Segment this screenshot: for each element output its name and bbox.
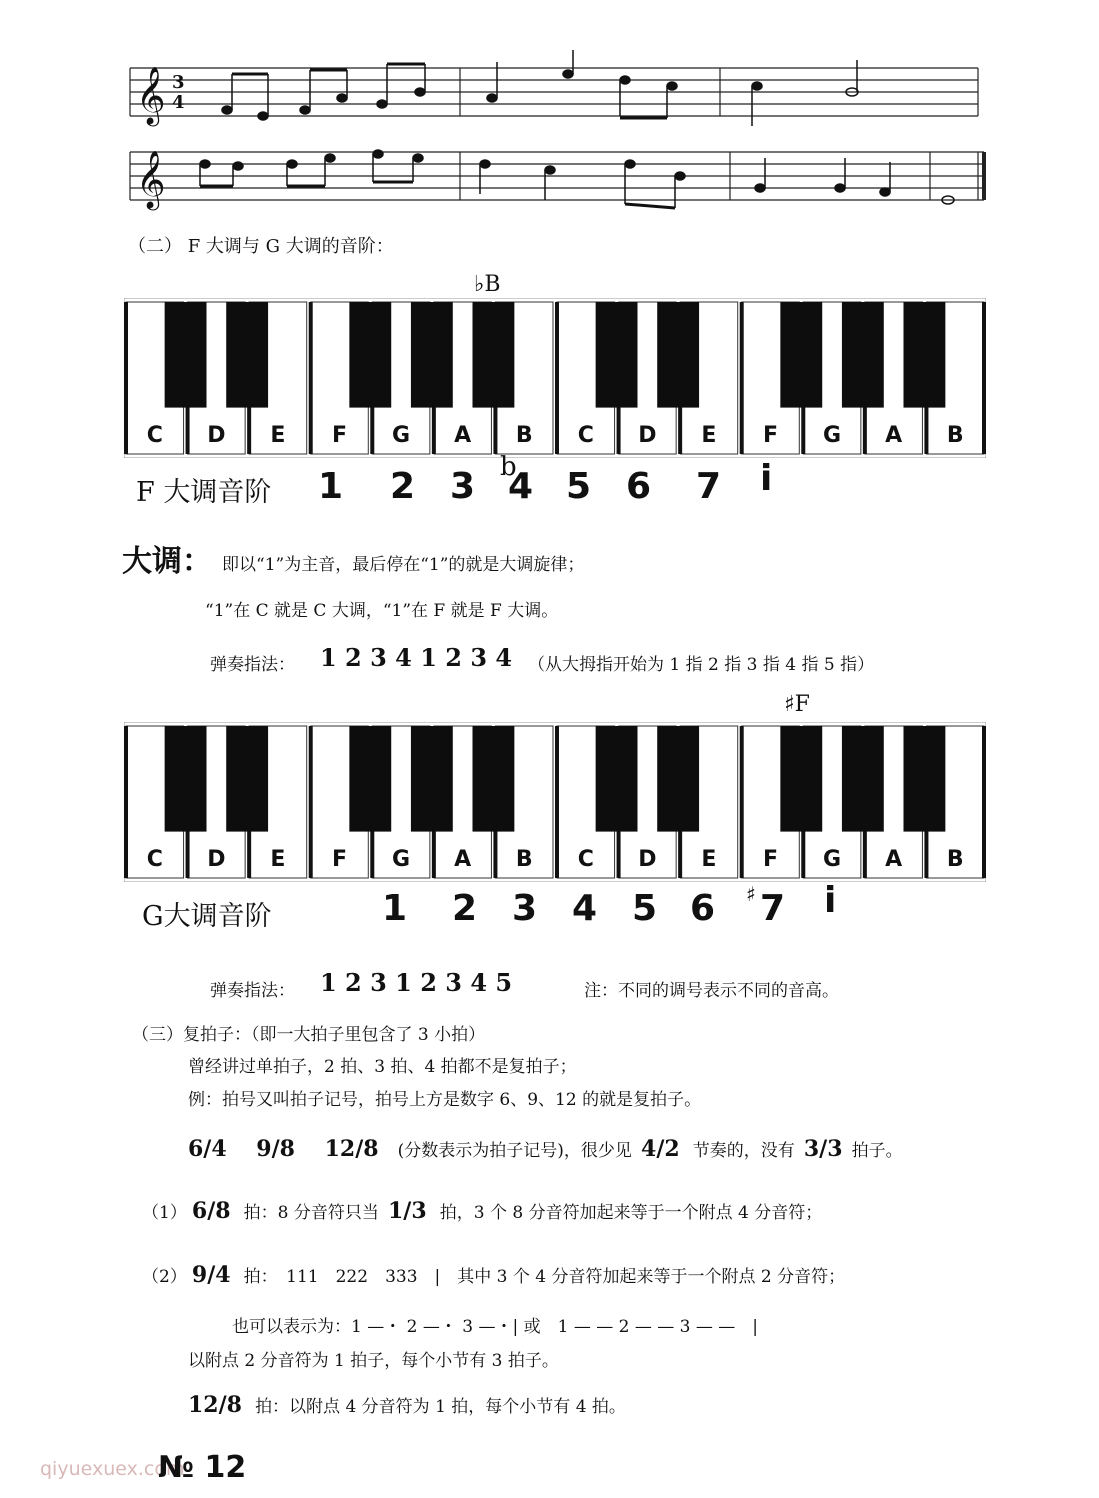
black-key — [411, 726, 453, 832]
f-flat-mark: b — [500, 452, 517, 482]
item1-text1: 拍：8 分音符只当 — [243, 1203, 379, 1223]
f-degree-3: 3 — [450, 466, 476, 507]
item2-row — [142, 1262, 845, 1288]
item1-prefix: （1） — [142, 1203, 187, 1223]
black-key — [842, 726, 884, 832]
g-degree-6: 6 — [690, 888, 716, 929]
g-major-sharp-f-label: ♯F — [784, 692, 810, 717]
item3-row — [188, 1392, 626, 1418]
page-number: № 12 — [158, 1450, 247, 1485]
key-name-label: C — [577, 423, 594, 448]
key-name-label: A — [885, 847, 903, 872]
f-major-scale-title: F 大调音阶 — [136, 477, 272, 508]
key-separator — [740, 302, 744, 454]
black-key — [165, 302, 207, 408]
key-name-label: F — [331, 847, 348, 872]
piano-keyboard-g — [124, 722, 986, 882]
key-name-label: E — [701, 423, 717, 448]
svg-text:4: 4 — [172, 92, 185, 113]
rare-meter: 4/2 — [641, 1136, 680, 1162]
watermark: qiyuexuex.com — [40, 1458, 185, 1480]
svg-text:𝄞: 𝄞 — [136, 150, 166, 208]
key-name-label: D — [207, 847, 226, 872]
key-name-label: B — [946, 847, 964, 872]
key-name-label: A — [885, 423, 903, 448]
key-separator — [555, 726, 559, 878]
g-major-scale-title: G大调音阶 — [142, 901, 272, 932]
f-degree-2: 2 — [390, 466, 416, 507]
key-name-label: G — [823, 847, 842, 872]
key-name-label: A — [454, 423, 472, 448]
fingering-f-numbers: 1 2 3 4 1 2 3 4 — [320, 643, 513, 672]
fingering-g-note: 注：不同的调号表示不同的音高。 — [584, 981, 839, 1001]
g-degree-3: 3 — [512, 888, 538, 929]
fingering-g-label: 弹奏指法： — [210, 981, 295, 1001]
fingering-f-note: （从大拇指开始为 1 指 2 指 3 指 4 指 5 指） — [528, 655, 875, 675]
treble-clef-icon: 𝄞 — [136, 66, 166, 124]
key-name-label: E — [270, 847, 286, 872]
key-name-label: G — [823, 423, 842, 448]
major-line2: “1”在 C 就是 C 大调，“1”在 F 就是 F 大调。 — [205, 601, 559, 621]
key-name-label: B — [515, 423, 533, 448]
key-name-label: D — [638, 847, 657, 872]
key-separator — [124, 302, 128, 454]
f-degree-4: 4 — [508, 466, 534, 507]
key-name-label: F — [762, 423, 779, 448]
black-key — [780, 726, 822, 832]
key-name-label: F — [331, 423, 348, 448]
key-separator — [124, 726, 128, 878]
item1-text2: 拍，3 个 8 分音符加起来等于一个附点 4 分音符； — [439, 1203, 823, 1223]
g-degree-high-1: i — [824, 880, 837, 921]
key-name-label: B — [515, 847, 533, 872]
g-degree-4: 4 — [572, 888, 598, 929]
key-name-label: E — [701, 847, 717, 872]
black-key — [596, 302, 638, 408]
key-name-label: G — [392, 423, 411, 448]
rare-note: 节奏的，没有 — [692, 1141, 795, 1161]
black-key — [226, 302, 268, 408]
key-name-label: C — [577, 847, 594, 872]
meters-row — [188, 1132, 903, 1163]
black-key — [780, 302, 822, 408]
black-key — [411, 302, 453, 408]
key-name-label: E — [270, 423, 286, 448]
key-name-label: D — [638, 423, 657, 448]
item1-fraction: 1/3 — [388, 1198, 427, 1224]
black-key — [657, 302, 699, 408]
key-separator — [309, 302, 313, 454]
none-note: 拍子。 — [851, 1141, 903, 1161]
key-separator — [309, 726, 313, 878]
g-degree-1: 1 — [382, 888, 408, 929]
black-key — [842, 302, 884, 408]
section3-line2: 曾经讲过单拍子，2 拍、3 拍、4 拍都不是复拍子； — [188, 1057, 577, 1077]
key-separator — [740, 726, 744, 878]
item2-prefix: （2） — [142, 1267, 187, 1287]
item2-alternative: 也可以表示为：1 —・ 2 —・ 3 —・| 或 1 — — 2 — — 3 — — | — [232, 1317, 759, 1337]
key-name-label: B — [946, 423, 964, 448]
g-degree-2: 2 — [452, 888, 478, 929]
key-separator — [555, 302, 559, 454]
black-key — [165, 726, 207, 832]
meters-list: 6/4 9/8 12/8 — [188, 1136, 379, 1162]
black-key — [657, 726, 699, 832]
item3-text: 拍：以附点 4 分音符为 1 拍，每个小节有 4 拍。 — [255, 1397, 626, 1417]
svg-text:3: 3 — [172, 72, 185, 93]
black-key — [472, 302, 514, 408]
black-key — [903, 302, 945, 408]
item3-meter: 12/8 — [188, 1392, 242, 1418]
meters-note: (分数表示为拍子记号)，很少见 — [397, 1141, 632, 1161]
section2-heading: （二） F 大调与 G 大调的音阶： — [128, 236, 394, 257]
music-staff-1 — [120, 50, 990, 130]
key-separator — [982, 302, 986, 454]
g-degree-5: 5 — [632, 888, 658, 929]
fingering-g-numbers: 1 2 3 1 2 3 4 5 — [320, 968, 513, 997]
key-name-label: F — [762, 847, 779, 872]
piano-keyboard-f — [124, 298, 986, 458]
key-name-label: G — [392, 847, 411, 872]
f-degree-6: 6 — [626, 466, 652, 507]
f-degree-high-1: i — [760, 458, 773, 499]
g-sharp-mark: ♯ — [746, 882, 756, 906]
key-name-label: D — [207, 423, 226, 448]
none-meter: 3/3 — [803, 1136, 843, 1162]
black-key — [596, 726, 638, 832]
item1-row — [142, 1198, 822, 1224]
item2-meter: 9/4 — [191, 1262, 231, 1288]
black-key — [903, 726, 945, 832]
major-line1: 即以“1”为主音，最后停在“1”的就是大调旋律； — [222, 555, 585, 575]
key-name-label: A — [454, 847, 472, 872]
f-major-flat-b-label: ♭B — [474, 272, 501, 297]
fingering-f-label: 弹奏指法： — [210, 655, 295, 675]
f-degree-1: 1 — [318, 466, 344, 507]
item2-text: 拍： 111 222 333 | 其中 3 个 4 分音符加起来等于一个附点 2 分音符； — [243, 1267, 846, 1287]
item2-beat-note: 以附点 2 分音符为 1 拍子，每个小节有 3 拍子。 — [188, 1351, 559, 1371]
music-staff-2 — [120, 136, 990, 216]
section3-line1: （三）复拍子：（即一大拍子里包含了 3 小拍） — [132, 1025, 486, 1045]
key-separator — [982, 726, 986, 878]
black-key — [472, 726, 514, 832]
black-key — [349, 302, 391, 408]
key-name-label: C — [146, 847, 163, 872]
black-key — [349, 726, 391, 832]
section3-line3: 例：拍号又叫拍子记号，拍号上方是数字 6、9、12 的就是复拍子。 — [188, 1090, 702, 1110]
g-degree-7: 7 — [760, 888, 786, 929]
f-degree-5: 5 — [566, 466, 592, 507]
major-label: 大调： — [122, 544, 212, 579]
item1-meter: 6/8 — [191, 1198, 231, 1224]
f-degree-7: 7 — [696, 466, 722, 507]
key-name-label: C — [146, 423, 163, 448]
black-key — [226, 726, 268, 832]
